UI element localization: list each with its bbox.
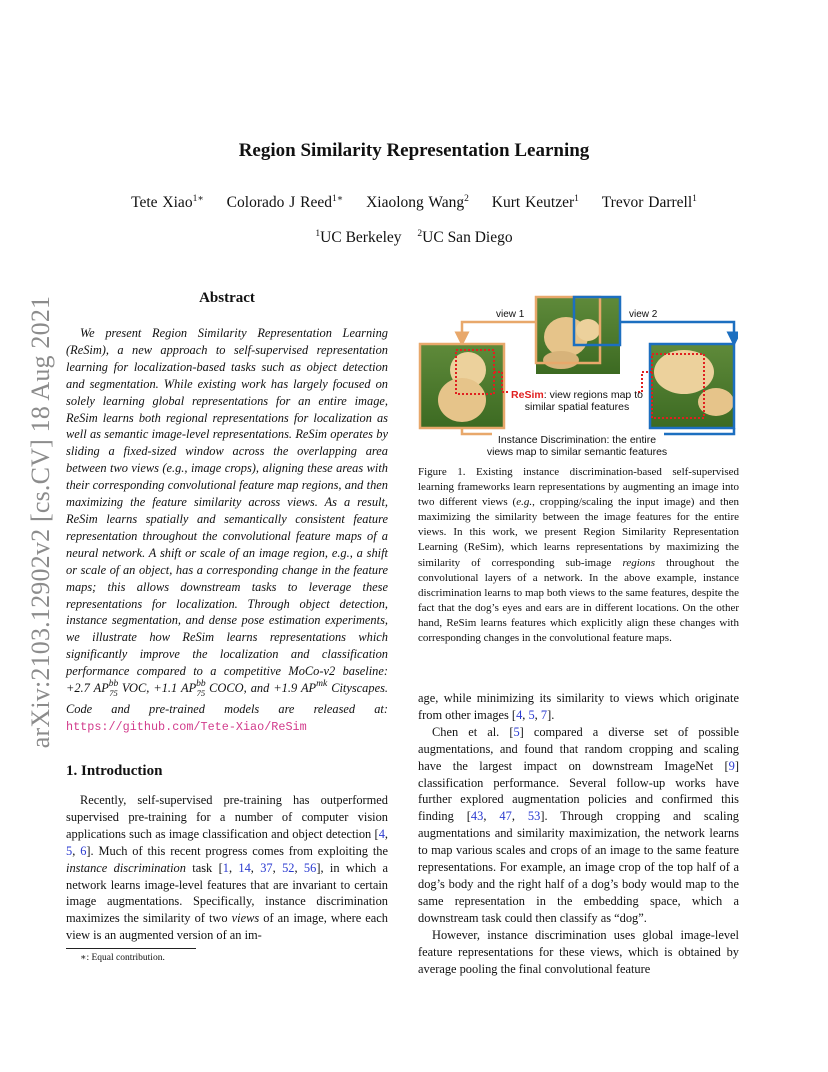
footnote-rule <box>66 948 196 949</box>
right-column-body <box>418 690 739 977</box>
author: Kurt Keutzer$^1$ <box>491 194 579 211</box>
arxiv-stamp <box>22 283 60 761</box>
citation-link[interactable]: 4 <box>378 826 385 841</box>
abstract-paragraph: We present Region Similarity Representation Learning (ReSim), a new approach to self-supervised representation learning for localization-based tasks such as object detection and segmentation. While existing work has largely focused on solely learning global representations for an entire image, ReSim learns both regional representations for localization as well as semantic image-level representations. ReSim operates by sliding a fixed-sized window across the overlapping area between two views (e.g., image crops), aligning these areas with their corresponding convolutional feature map regions, and then maximizing the feature similarity across views. As a result, ReSim learns spatially and semantically consistent feature representation throughout the convolutional feature maps of a neural network. A shift or scale of an image region, e.g., a shift or scale of an object, has a corresponding change in the feature maps; this allows downstream tasks to leverage these representations for localization. Through object detection, instance segmentation, and dense pose estimation experiments, we illustrate how ReSim learns representations which significantly improve the localization and classification performance compared to a competitive MoCo-v2 baseline: +2.7 $AP^{bb}_{75}$ VOC, +1.1 $AP^{bb}_{75}$ COCO, and +1.9 $AP^{mk}$ Cityscapes. Code and pre-trained models are released at: https://github.com/Tete-Xiao/ReSim <box>66 326 388 735</box>
author: Tete Xiao$^{1∗}$ <box>131 194 204 211</box>
paragraph: However, instance discrimination uses global image-level feature representations for these views, which is obtained by average pooling the final convolutional feature <box>418 927 739 976</box>
citation-link[interactable]: 43 <box>470 809 484 824</box>
abstract-body <box>66 325 388 736</box>
author-mark: 1∗ <box>192 194 204 204</box>
author-list <box>0 194 828 212</box>
paper-title: Region Similarity Representation Learning <box>238 140 590 161</box>
resim-annotation-line2: similar spatial features <box>524 401 630 413</box>
citation-link[interactable]: 4 <box>516 707 523 722</box>
author-mark: 1 <box>692 194 697 204</box>
arxiv-id-text: arXiv:2103.12902v2 [cs.CV] 18 Aug 2021 <box>26 295 55 749</box>
author: Xiaolong Wang$^2$ <box>366 194 469 211</box>
affiliation: $^1$UC Berkeley <box>315 229 402 246</box>
view1-image <box>420 344 504 428</box>
intro-paragraph: Recently, self-supervised pre-training has outperformed supervised pre-training for a number of computer vision applications such as image classification and object detection [4, 5, 6]. Much of this recent progress comes from exploiting the instance discrimination task [1, 14, 37, 52, 56], in which a network learns image-level features that are invariant to certain image augmentations. Specifically, instance discrimination maximizes the similarity of two views of an image, where each view is an augmented version of an im- <box>66 793 389 943</box>
affiliation: $^2$UC San Diego <box>417 229 513 246</box>
paragraph-continued: age, while minimizing its similarity to views which originate from other images [4, 5, 7]. <box>418 691 739 722</box>
view2-image <box>650 344 734 428</box>
citation-link[interactable]: 6 <box>80 843 87 858</box>
citation-link[interactable]: 37 <box>260 860 273 875</box>
paragraph: Chen et al. [5] compared a diverse set of possible augmentations, and found that random cropping and scaling have the largest impact on downstream ImageNet [9] classification performance. Several follow-up works have further explored augmentation policies and confirmed this finding [43, 47, 53]. Through cropping and scaling augmentations and similarity maximization, the network learns to map various scales and crops of an image to the same feature representations. For example, an image crop of the top half of a dog’s body and the right half of a dog’s body would map to the same representation in the embedding space, which a downstream task could then classify as “dog”. <box>418 724 740 925</box>
figure-caption: Figure 1. Existing instance discrimination-based self-supervised learning frameworks learn representations by augmenting an image into two different views (e.g., cropping/scaling the input image) and then maximizing the similarity between the image features for the entire views. In this work, we present Region Similarity Representation Learning (ReSim), which learns representations by maximizing the similarity of corresponding sub-image regions throughout the convolutional layers of a network. In the above example, instance discrimination learns to map both views to the same features, despite the fact that the dog’s eyes and ears are in different locations. On the other hand, ReSim learns features which explicitly align these changes with corresponding changes in the convolutional feature maps. <box>418 466 739 645</box>
citation-link[interactable]: 5 <box>66 843 73 858</box>
citation-link[interactable]: 7 <box>540 707 548 722</box>
author-mark: 1 <box>574 194 579 204</box>
citation-link[interactable]: 56 <box>303 860 317 875</box>
introduction-body <box>66 792 388 944</box>
citation-link[interactable]: 14 <box>238 860 251 875</box>
citation-link[interactable]: 52 <box>282 860 295 875</box>
author-mark: 1∗ <box>332 194 344 204</box>
instance-annotation: Instance Discrimination: the entire <box>497 434 657 446</box>
footnote: ∗: Equal contribution. <box>80 953 165 963</box>
resim-annotation: ReSim: view regions map to <box>511 389 643 401</box>
affiliation-list <box>0 229 828 247</box>
citation-link[interactable]: 5 <box>528 707 535 722</box>
code-link[interactable]: https://github.com/Tete-Xiao/ReSim <box>66 720 307 735</box>
citation-link[interactable]: 53 <box>527 809 541 824</box>
citation-link[interactable]: 47 <box>499 809 512 824</box>
section-heading-introduction: 1. Introduction <box>66 763 163 779</box>
view2-label: view 2 <box>629 309 658 320</box>
view1-label: view 1 <box>496 309 525 320</box>
author: Colorado J Reed$^{1∗}$ <box>226 194 344 211</box>
citation-link[interactable]: 9 <box>728 758 735 773</box>
author-mark: 2 <box>464 194 469 204</box>
author: Trevor Darrell$^1$ <box>601 194 697 211</box>
instance-annotation-line2: views map to similar semantic features <box>486 446 668 458</box>
citation-link[interactable]: 5 <box>513 724 520 739</box>
figure-1 <box>416 292 738 458</box>
citation-link[interactable]: 1 <box>222 860 229 875</box>
abstract-heading: Abstract <box>199 290 255 306</box>
